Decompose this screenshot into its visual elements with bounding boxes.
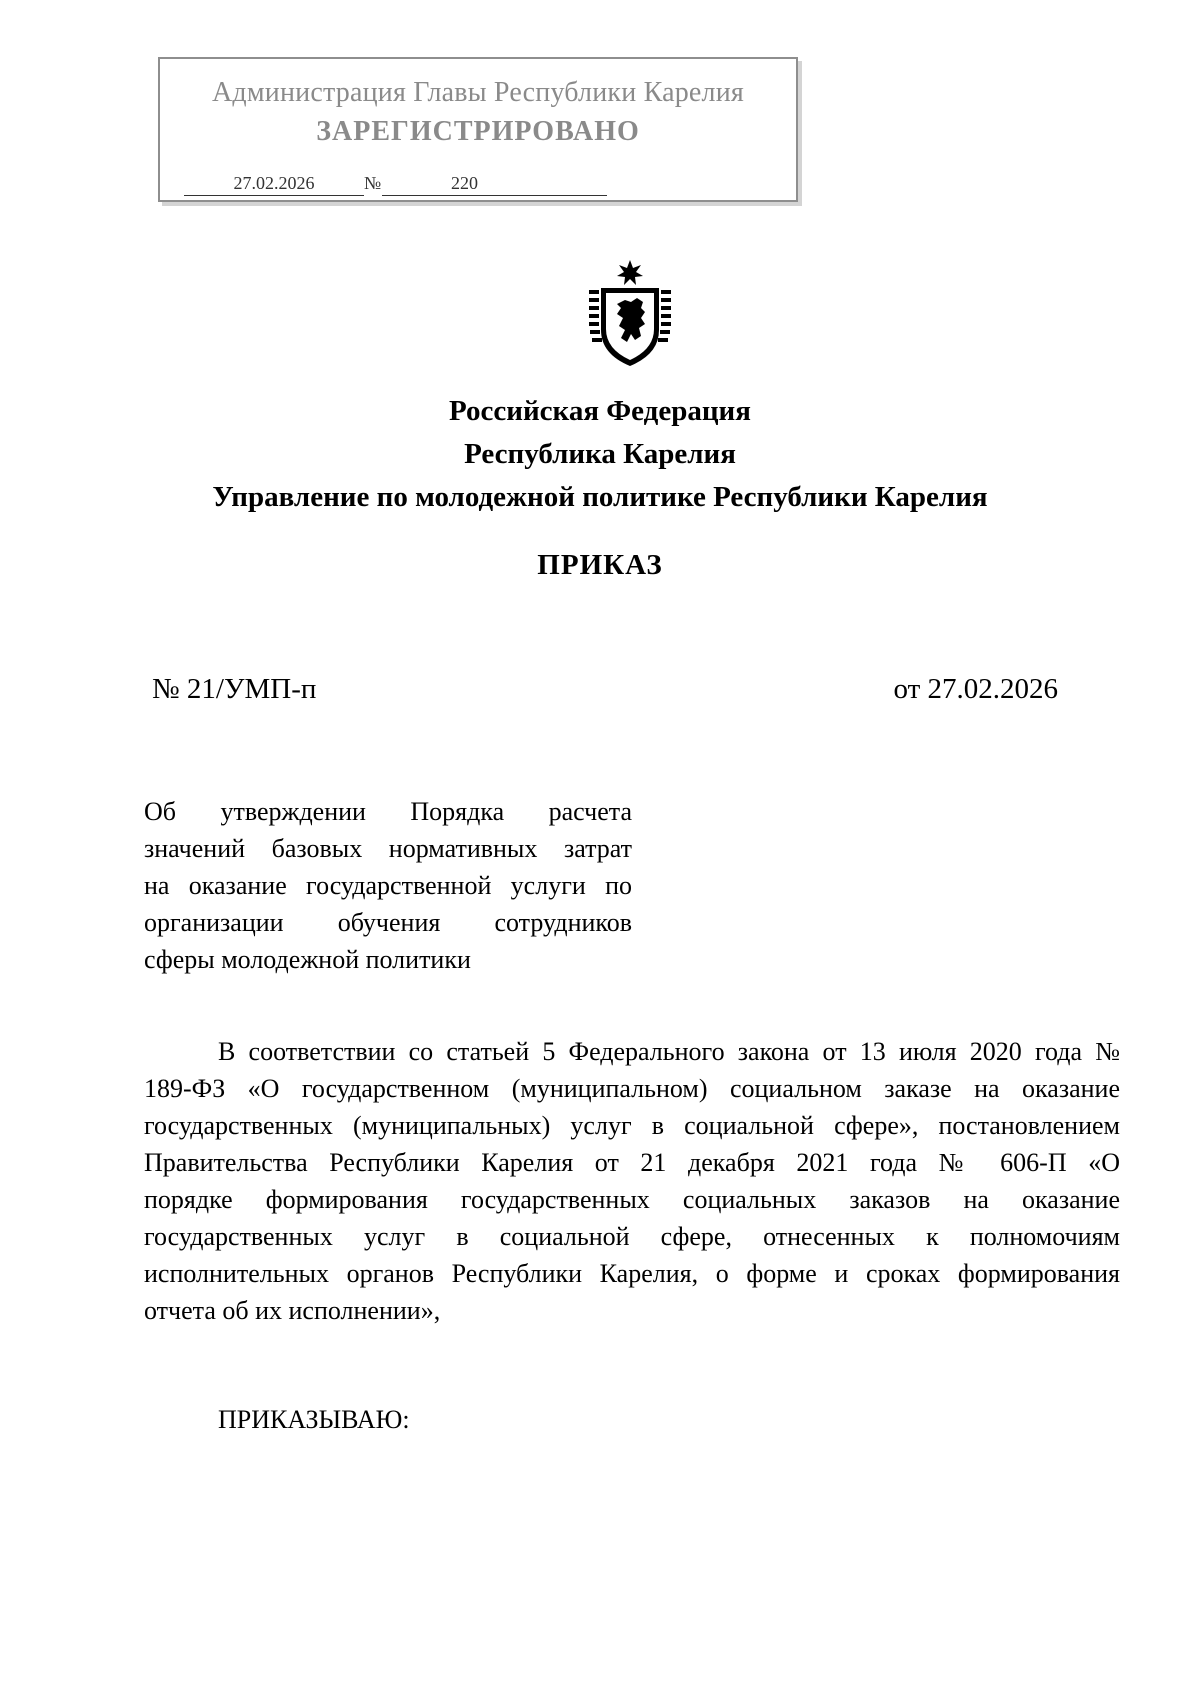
- stamp-status: ЗАРЕГИСТРИРОВАНО: [316, 116, 640, 147]
- decree-word: ПРИКАЗЫВАЮ:: [218, 1405, 410, 1434]
- stamp-number: 220: [451, 173, 478, 193]
- subject-line: Об утверждении Порядка расчета: [144, 797, 632, 826]
- stamp-date: 27.02.2026: [184, 172, 364, 196]
- preamble-line: отчета об их исполнении»,: [144, 1296, 441, 1325]
- preamble-line: государственных (муниципальных) услуг в социальной сфере», постановлением: [144, 1111, 1120, 1140]
- header-republic: Республика Карелия: [464, 438, 736, 470]
- subject-line: на оказание государственной услуги по: [144, 871, 632, 900]
- preamble-paragraph: [144, 1033, 1120, 1329]
- stamp-organization: Администрация Главы Республики Карелия: [212, 77, 744, 108]
- karelia-coat-of-arms-icon: [587, 258, 673, 370]
- document-type-title: ПРИКАЗ: [537, 549, 663, 581]
- preamble-line: порядке формирования государственных социальных заказов на оказание: [144, 1185, 1120, 1214]
- order-subject: [144, 793, 632, 978]
- registration-stamp: [158, 57, 798, 202]
- preamble-line: государственных услуг в социальной сфере, отнесенных к полномочиям: [144, 1222, 1120, 1251]
- order-date: от 27.02.2026: [893, 673, 1058, 705]
- preamble-line: исполнительных органов Республики Карелия, о форме и сроках формирования: [144, 1259, 1120, 1288]
- header-agency: Управление по молодежной политике Республики Карелия: [212, 481, 988, 513]
- preamble-line: 189-ФЗ «О государственном (муниципальном) социальном заказе на оказание: [144, 1074, 1120, 1103]
- preamble-line: В соответствии со статьей 5 Федерального закона от 13 июля 2020 года №: [218, 1037, 1120, 1066]
- stamp-number-field: [382, 172, 607, 196]
- subject-line: сферы молодежной политики: [144, 945, 471, 974]
- subject-line: значений базовых нормативных затрат: [144, 834, 632, 863]
- stamp-number-label: №: [364, 173, 382, 193]
- preamble-line: Правительства Республики Карелия от 21 декабря 2021 года № 606-П «О: [144, 1148, 1120, 1177]
- order-number: № 21/УМП-п: [152, 673, 317, 705]
- subject-line: организации обучения сотрудников: [144, 908, 632, 937]
- header-country: Российская Федерация: [449, 395, 751, 427]
